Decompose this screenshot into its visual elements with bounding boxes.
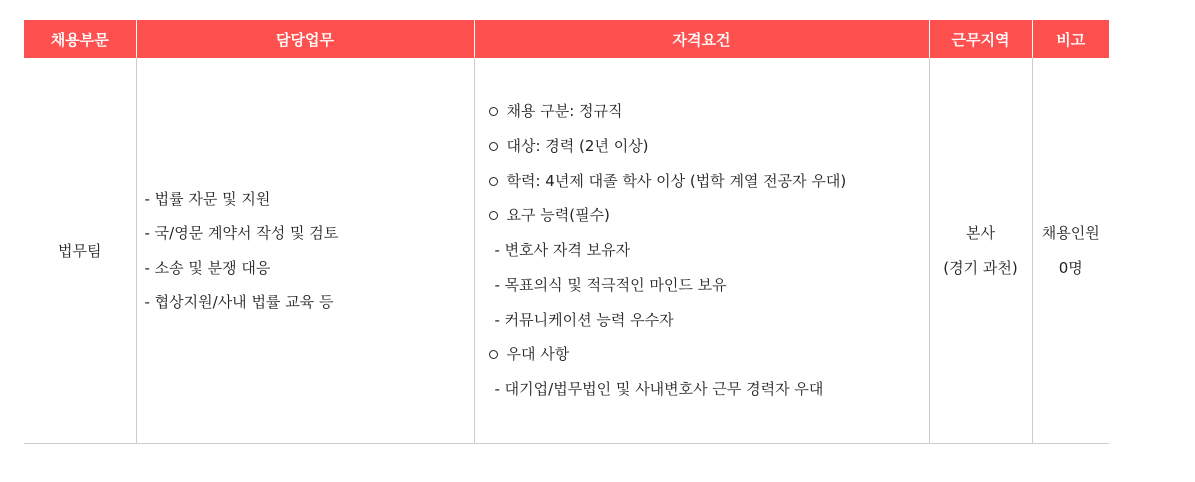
circle-bullet-icon (489, 177, 498, 186)
department-value: 법무팀 (58, 242, 102, 260)
remarks-cell (1032, 58, 1109, 444)
department-cell (24, 58, 136, 444)
qualification-text: 학력: 4년제 대졸 학사 이상 (법학 계열 전공자 우대) (506, 171, 847, 190)
qualification-subitem: - 대기업/법무법인 및 사내변호사 근무 경력자 우대 (494, 380, 824, 399)
circle-bullet-icon (489, 142, 498, 151)
header-qualifications: 자격요건 (474, 20, 929, 58)
header-remarks: 비고 (1032, 20, 1109, 58)
qualification-item (489, 129, 929, 164)
qualification-text: 요구 능력(필수) (506, 206, 610, 225)
circle-bullet-icon (489, 211, 498, 220)
duty-item: - 법률 자문 및 지원 (144, 189, 271, 208)
qualification-subitem: - 변호사 자격 보유자 (494, 241, 631, 260)
duty-item: - 협상지원/사내 법률 교육 등 (144, 293, 334, 311)
qualification-item (489, 164, 929, 199)
circle-bullet-icon (489, 350, 498, 359)
qualification-item (489, 94, 929, 129)
duty-item: - 소송 및 분쟁 대응 (144, 258, 271, 277)
duties-cell (136, 58, 474, 444)
recruitment-table-container (24, 20, 1109, 444)
qualification-subitem: - 커뮤니케이션 능력 우수자 (494, 310, 674, 329)
table-header-row (24, 20, 1109, 58)
header-location: 근무지역 (929, 20, 1032, 58)
qualifications-cell (474, 58, 929, 444)
circle-bullet-icon (489, 107, 498, 116)
remarks-line: 채용인원 (1041, 223, 1100, 242)
qualification-text: 채용 구분: 정규직 (506, 101, 623, 120)
qualification-item (489, 198, 929, 233)
qualification-item (489, 337, 929, 372)
remarks-line: 0명 (1058, 258, 1083, 277)
location-cell (929, 58, 1032, 444)
recruitment-table (24, 20, 1109, 444)
header-department: 채용부문 (24, 20, 136, 58)
location-line: 본사 (966, 223, 995, 242)
qualification-subitem: - 목표의식 및 적극적인 마인드 보유 (494, 275, 727, 294)
table-row (24, 58, 1109, 444)
header-duties: 담당업무 (136, 20, 474, 58)
duty-item: - 국/영문 계약서 작성 및 검토 (144, 224, 339, 242)
qualification-text: 대상: 경력 (2년 이상) (506, 136, 649, 155)
qualification-text: 우대 사항 (506, 345, 570, 364)
location-line: (경기 과천) (943, 258, 1018, 277)
